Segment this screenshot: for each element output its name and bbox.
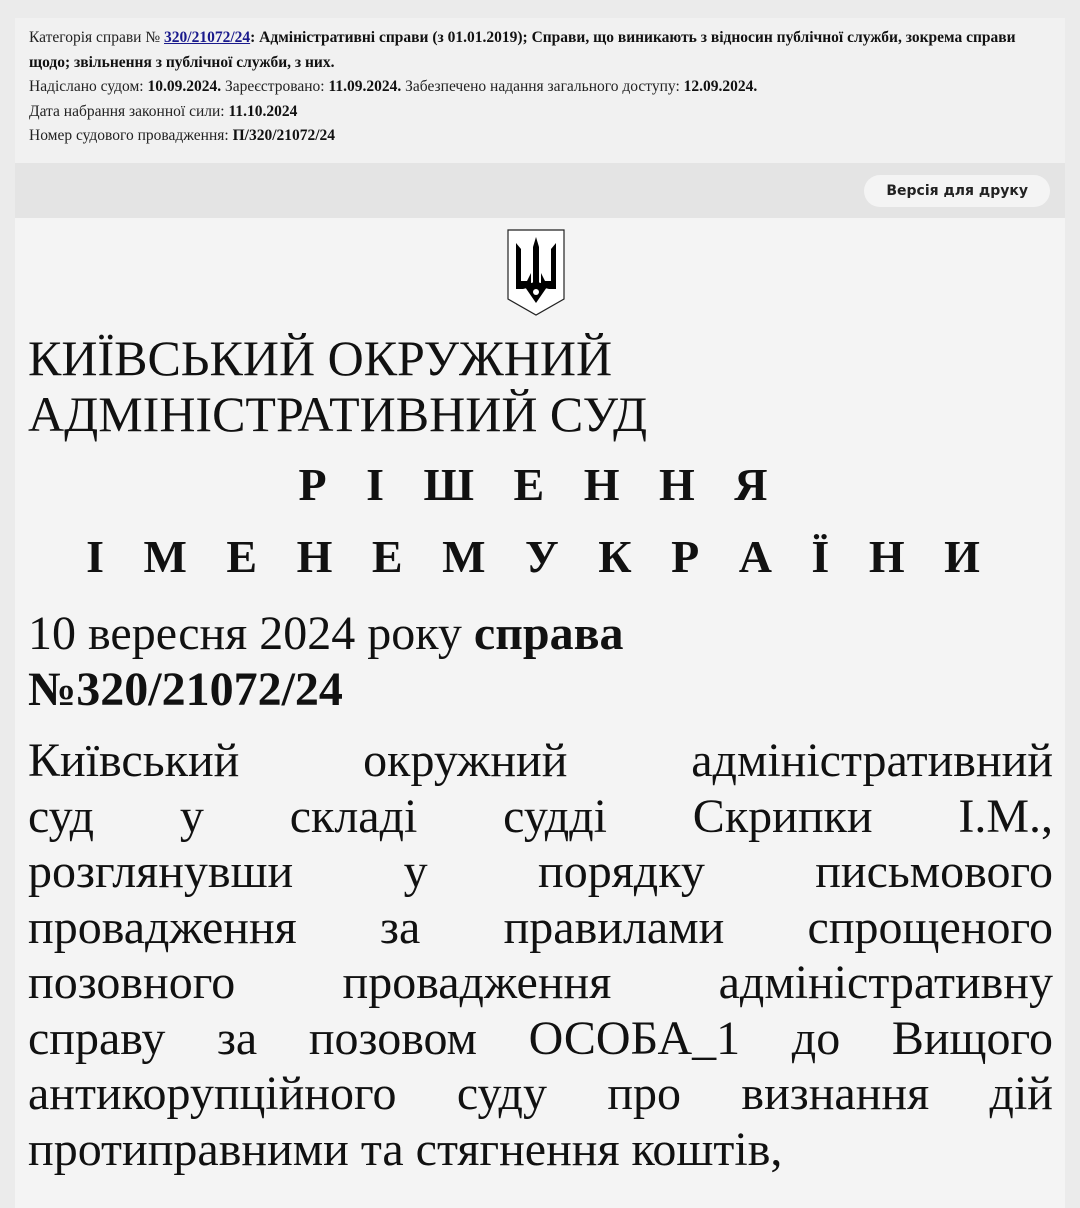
decision-title: Р І Ш Е Н Н Я — [298, 459, 782, 510]
case-category: Категорія справи № 320/21072/24: Адміністративні справи (з 01.01.2019); Справи, що виникають з відносин публічної служби, зокрема справи щодо; звільнення з публічної служби, з них. — [29, 29, 1016, 71]
legal-force-date: Дата набрання законної сили: 11.10.2024 — [29, 102, 298, 120]
name-of-ukraine-heading: І М Е Н Е М У К Р А Ї Н И — [86, 531, 994, 582]
court-name: КИЇВСЬКИЙ ОКРУЖНИЙ АДМІНІСТРАТИВНИЙ СУД — [28, 330, 648, 442]
body-line: розглянувши у порядку письмового — [28, 845, 1053, 898]
case-number-link[interactable]: 320/21072/24 — [164, 29, 251, 46]
ukraine-coat-of-arms-icon — [507, 229, 565, 317]
body-line: Київський окружний адміністративний — [28, 734, 1053, 787]
case-number: №320/21072/24 — [28, 663, 343, 716]
proceeding-number: Номер судового провадження: П/320/21072/24 — [29, 127, 336, 144]
toolbar — [15, 163, 1065, 218]
decision-body-text — [28, 733, 1053, 1177]
case-dates: Надіслано судом: 10.09.2024. Зареєстровано: 11.09.2024. Забезпечено надання загального доступу: 12.09.2024. — [29, 78, 758, 95]
body-line: протиправними та стягнення коштів, — [28, 1122, 783, 1176]
decision-document — [15, 218, 1065, 1208]
body-line: провадження за правилами спрощеного — [28, 900, 1053, 954]
case-metadata-panel — [15, 18, 1065, 163]
print-version-button[interactable]: Версія для друку — [864, 175, 1050, 207]
decision-date-and-case: 10 вересня 2024 року справа №320/21072/24 — [28, 607, 624, 716]
body-line: суд у складі судді Скрипки І.М., — [28, 789, 1053, 843]
body-line: справу за позовом ОСОБА_1 до Вищого — [28, 1011, 1053, 1065]
body-line: позовного провадження адміністративну — [28, 956, 1053, 1009]
body-line: антикорупційного суду про визнання дій — [28, 1067, 1053, 1120]
